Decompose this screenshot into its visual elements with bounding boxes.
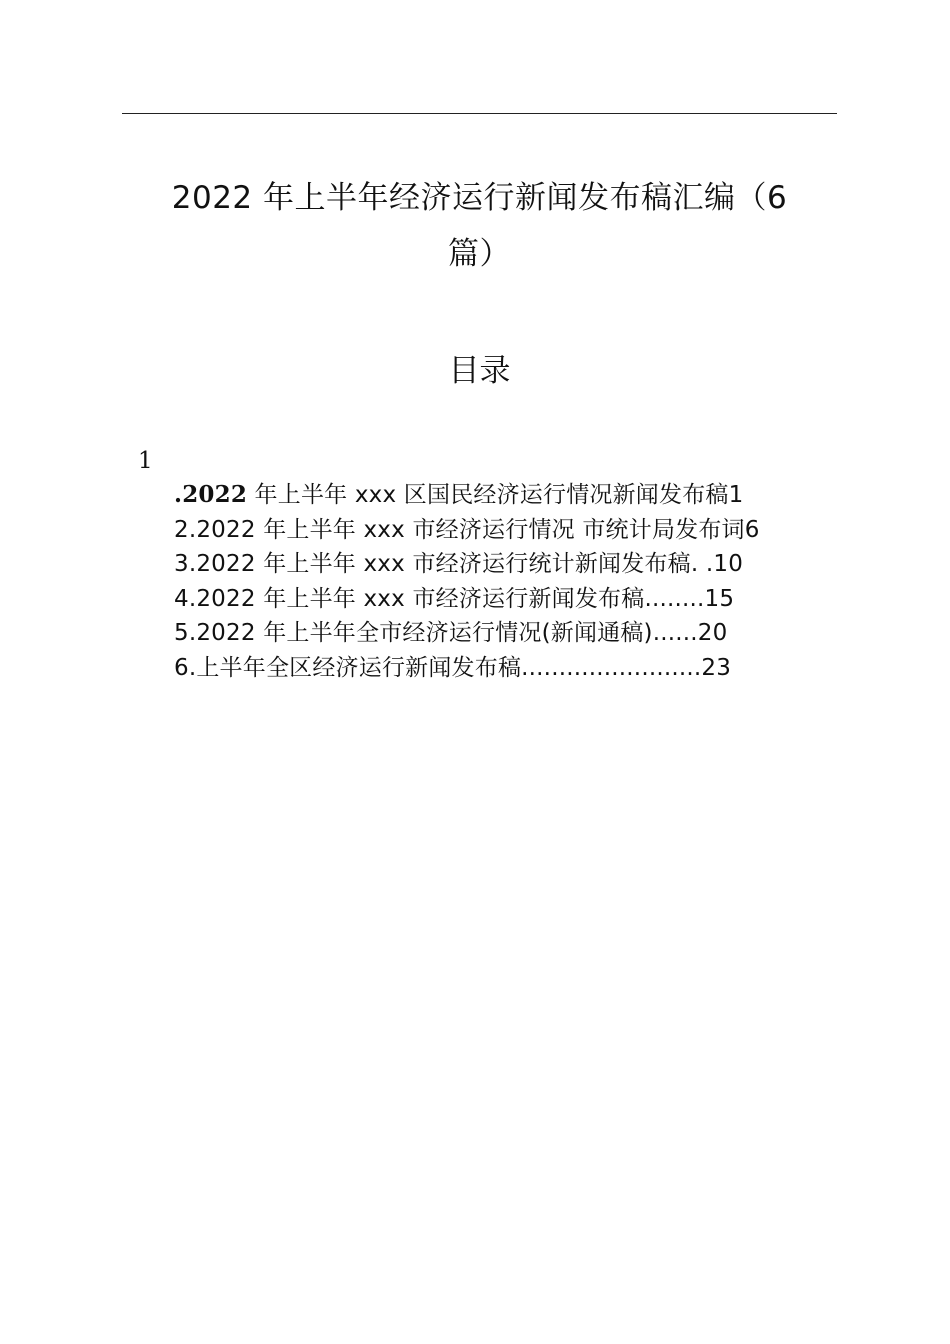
toc-item-1-text: 年上半年 xxx 区国民经济运行情况新闻发布稿1 — [247, 482, 744, 508]
header-rule — [122, 113, 837, 114]
toc-item-4[interactable]: 4.2022 年上半年 xxx 市经济运行新闻发布稿........15 — [174, 585, 735, 612]
title-line-2: 篇） — [448, 236, 511, 272]
toc-heading: 目录 — [448, 353, 511, 389]
toc-item-6[interactable]: 6.上半年全区经济运行新闻发布稿........................23 — [174, 654, 732, 681]
toc-stray-number: 1 — [138, 448, 153, 474]
toc-item-3[interactable]: 3.2022 年上半年 xxx 市经济运行统计新闻发布稿. .10 — [174, 551, 744, 577]
toc-item-2[interactable]: 2.2022 年上半年 xxx 市经济运行情况 市统计局发布词6 — [174, 516, 760, 543]
toc-item-1-prefix: .2022 — [174, 481, 248, 508]
toc-item-1[interactable] — [174, 478, 834, 513]
toc-item-5[interactable]: 5.2022 年上半年全市经济运行情况(新闻通稿)......20 — [174, 620, 728, 646]
document-title — [122, 170, 837, 282]
toc-list — [174, 478, 834, 685]
title-line-1: 2022 年上半年经济运行新闻发布稿汇编（6 — [171, 180, 788, 216]
